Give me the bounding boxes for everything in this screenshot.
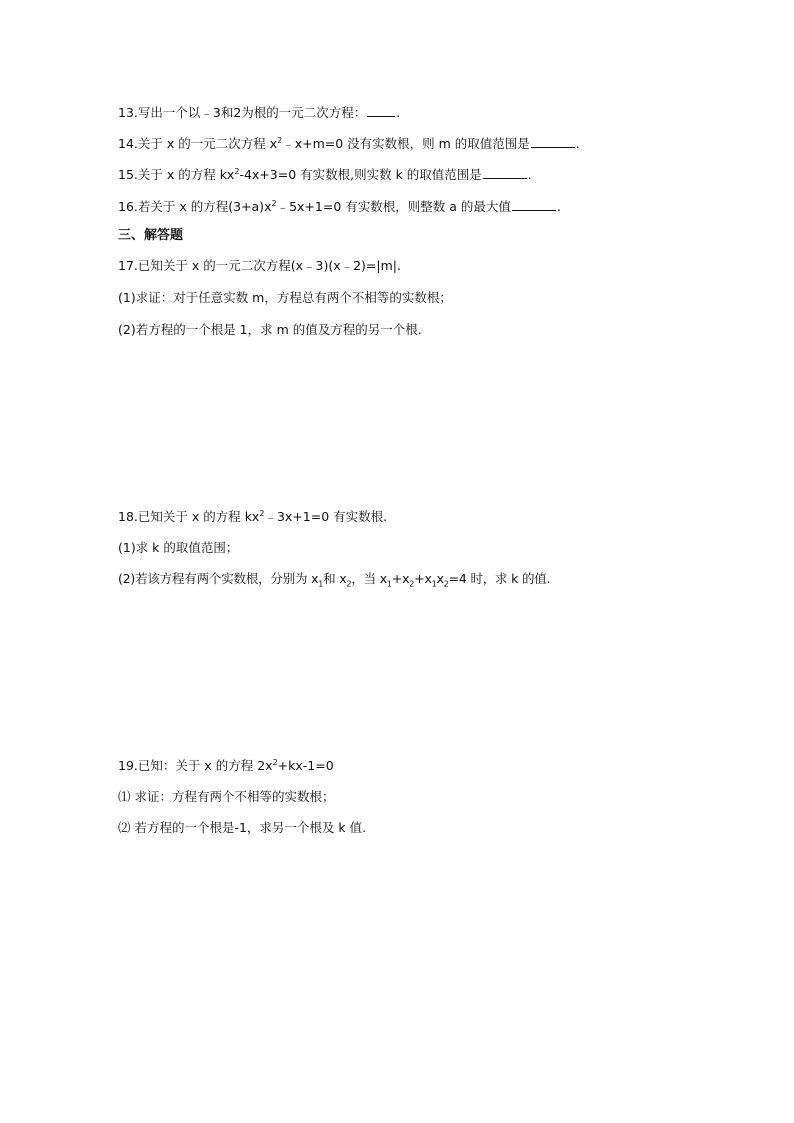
answer-blank-14[interactable]: [531, 135, 575, 148]
question-18-part-2: [118, 571, 550, 587]
question-19-stem-suffix: +kx-1=0: [277, 758, 334, 773]
question-19-stem-prefix: 19.已知：关于 x 的方程 2x: [118, 758, 273, 773]
question-16-exponent: 2: [271, 198, 277, 208]
answer-blank-13[interactable]: [367, 104, 395, 117]
question-18-part-2-b: 和 x: [323, 571, 347, 586]
question-14-end: .: [575, 136, 580, 151]
question-16-middle: ﹣5x+1=0 有实数根，则整数 a 的最大值: [276, 199, 511, 214]
question-19-exponent: 2: [272, 757, 278, 767]
question-18-part-2-a: (2)若该方程有两个实数根，分别为 x: [118, 571, 319, 586]
answer-blank-15[interactable]: [483, 166, 527, 179]
question-18-part-2-f: x: [436, 571, 444, 586]
subscript-2: 2: [346, 579, 352, 589]
question-18-stem-suffix: ﹣3x+1=0 有实数根.: [264, 509, 388, 524]
question-18-stem: [118, 509, 387, 525]
question-15-middle: -4x+3=0 有实数根,则实数 k 的取值范围是: [239, 167, 482, 182]
question-15: [118, 166, 532, 183]
question-17-part-1: (1)求证：对于任意实数 m，方程总有两个不相等的实数根；: [118, 290, 452, 305]
question-16: [118, 198, 561, 215]
question-14: [118, 135, 580, 152]
question-13-text: 13.写出一个以﹣3和2为根的一元二次方程：: [118, 105, 367, 120]
question-13-end: .: [396, 105, 401, 120]
question-19-part-1: ⑴ 求证：方程有两个不相等的实数根；: [118, 789, 335, 804]
question-14-prefix: 14.关于 x 的一元二次方程 x: [118, 136, 278, 151]
question-18-part-2-g: =4 时，求 k 的值.: [448, 571, 551, 586]
question-17-part-2: (2)若方程的一个根是 1，求 m 的值及方程的另一个根.: [118, 322, 422, 337]
question-16-end: .: [556, 199, 561, 214]
question-15-end: .: [527, 167, 532, 182]
subscript-4: 2: [409, 579, 415, 589]
question-19-part-2: ⑵ 若方程的一个根是-1，求另一个根及 k 值.: [118, 820, 367, 835]
question-18-stem-prefix: 18.已知关于 x 的方程 kx: [118, 509, 260, 524]
question-17-stem: 17.已知关于 x 的一元二次方程(x﹣3)(x﹣2)=|m|.: [118, 258, 401, 273]
subscript-1: 1: [318, 579, 324, 589]
question-19-stem: [118, 758, 334, 774]
question-14-exponent: 2: [277, 135, 283, 145]
subscript-6: 2: [443, 579, 449, 589]
question-13: [118, 104, 400, 121]
section-heading-answers: 三、解答题: [118, 228, 184, 243]
question-18-part-2-d: +x: [391, 571, 410, 586]
question-16-prefix: 16.若关于 x 的方程(3+a)x: [118, 199, 272, 214]
subscript-3: 1: [386, 579, 392, 589]
question-18-part-1: (1)求 k 的取值范围；: [118, 540, 239, 555]
question-18-exponent: 2: [259, 508, 265, 518]
subscript-5: 1: [431, 579, 437, 589]
question-14-middle: ﹣x+m=0 没有实数根，则 m 的取值范围是: [282, 136, 530, 151]
question-18-part-2-c: ，当 x: [351, 571, 387, 586]
answer-blank-16[interactable]: [512, 198, 556, 211]
question-15-exponent: 2: [234, 166, 240, 176]
question-15-prefix: 15.关于 x 的方程 kx: [118, 167, 235, 182]
question-18-part-2-e: +x: [414, 571, 432, 586]
